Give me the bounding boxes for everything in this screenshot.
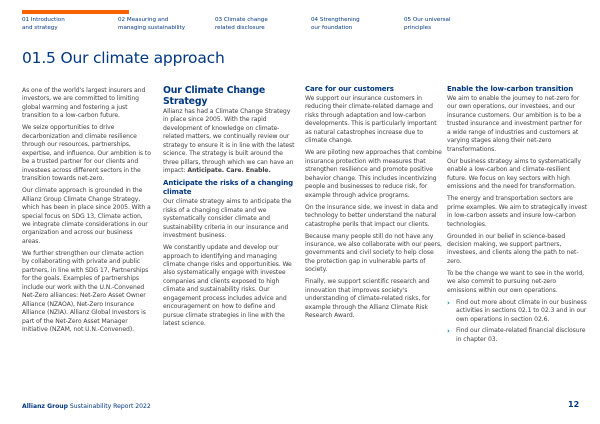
nav-tab-line2: our foundation	[311, 25, 353, 31]
paragraph: To be the change we want to see in the world, we also commit to pursuing net-zero emissions within our own operations.	[447, 269, 584, 294]
footer-brand: Allianz Group	[22, 403, 68, 410]
nav-tab-line2: related disclosure	[215, 25, 265, 31]
paragraph: Because many people still do not have any insurance, we also collaborate with our peers, governments and civil society to help close the protection gap in vulnerable parts of society.	[305, 232, 442, 274]
nav-tab-line1: 03 Climate change	[215, 17, 268, 23]
paragraph: We constantly update and develop our approach to identifying and managing climate change risks and opportunities. We also systematically engage with investee companies and clients exposed to high climate and sustainability risks. Our engagement process includes advice and encouragement on how to define and pursue climate strategies in line with the latest science.	[163, 244, 292, 328]
paragraph: Grounded in our belief in science-based decision making, we support partners, investees, and clients along the path to net-zero.	[447, 232, 579, 265]
nav-tab-line1: 04 Strengthening	[311, 17, 360, 23]
footer	[22, 403, 151, 410]
link-text: Find our climate-related financial disclosure in chapter 03.	[456, 327, 586, 343]
section-heading: Care for our customers	[305, 85, 394, 93]
section-heading: Enable the low-carbon transition	[447, 85, 574, 93]
paragraph: Our climate strategy aims to anticipate the risks of a changing climate and we systematically consider climate and sustainability criteria in our insurance and investment business.	[163, 198, 292, 240]
link-financial-disclosure[interactable]	[447, 327, 587, 344]
paragraph: On the insurance side, we invest in data and technology to better understand the natural catastrophe perils that impact our clients.	[305, 203, 438, 228]
paragraph	[163, 108, 296, 176]
active-tab-indicator	[22, 10, 129, 14]
nav-tab-line2: principles	[404, 25, 432, 31]
footer-report-title: Sustainability Report 2022	[68, 403, 151, 410]
strategy-intro: Allianz has had a Climate Change Strategy in place since 2005. With the rapid development of knowledge on climate-related matters, we continually review our strategy to ensure it is in line with the latest science. The strategy is built around the three pillars, through which we can have an impact:	[163, 108, 295, 175]
paragraph: The energy and transportation sectors are prime examples. We aim to strategically invest in low-carbon assets and insure low-carbon technologies.	[447, 195, 587, 228]
pillars-text: Anticipate. Care. Enable.	[187, 167, 271, 175]
paragraph: We are piloting new approaches that combine insurance protection with measures that strengthen resilience and promote positive behavior change. This includes incentivizing people and businesses to reduce risk, for example through advice programs.	[305, 149, 442, 199]
strategy-column	[163, 85, 296, 332]
page-number: 12	[568, 400, 580, 409]
section-heading: Our Climate Change Strategy	[163, 85, 266, 107]
link-text: Find out more about climate in our business activities in sections 02.1 to 02.3 and in our own operations in section 02.6.	[456, 298, 587, 323]
paragraph: We aim to enable the journey to net-zero for our own operations, our investees, and our insurance customers. Our ambition is to be a trusted insurance and investment partner for a wide range of industries and customers at varying stages along their net-zero transformations.	[447, 95, 582, 153]
paragraph: Finally, we support scientific research and innovation that improves society's understanding of climate-related risks, for example through the Allianz Climate Risk Research Award.	[305, 278, 431, 320]
paragraph: Our climate approach is grounded in the Allianz Group Climate Change Strategy, which has been in place since 2005. With a special focus on SDG 13, Climate action, we integrate climate considerations in our organization and across our business areas.	[22, 187, 151, 245]
intro-column	[22, 87, 152, 338]
nav-tab-principles[interactable]	[404, 10, 499, 32]
paragraph: We further strengthen our climate action by collaborating with private and public partners, in line with SDG 17, Partnerships for the goals. Examples of partnerships include our work with the U.N.-Convened Net-Zero alliances: Net-Zero Asset Owner Alliance (NZAOA), Net-Zero Insurance Alliance (NZIA). Allianz Global Investors is part of the Net-Zero Asset Manager Initiative (NZAM, not U.N.-Convened).	[22, 249, 149, 334]
nav-tab-measuring[interactable]	[118, 10, 213, 32]
link-climate-business[interactable]	[447, 299, 587, 324]
nav-tab-introduction[interactable]	[22, 10, 117, 32]
paragraph: As one of the world's largest insurers and investors, we are committed to limiting global warming and fostering a just transition to a low-carbon future.	[22, 87, 146, 120]
chevron-right-icon: ›	[447, 327, 450, 336]
page-title: 01.5 Our climate approach	[22, 49, 225, 67]
nav-tab-line2: and strategy	[22, 25, 58, 31]
paragraph: We seize opportunities to drive decarbonization and climate resilience through our resources, partnerships, expertise, and influence. Our ambition is to be a trusted partner for our clients and investees across different sectors in the transition towards net-zero.	[22, 124, 151, 183]
paragraph: We support our insurance customers in reducing their climate-related damage and risks through adaptation and low-carbon developments. This is particularly important as natural catastrophes increase due to climate change.	[305, 95, 437, 145]
chapter-navigation	[22, 10, 592, 40]
paragraph: Our business strategy aims to systematically enable a low-carbon and climate-resilient future. We focus on key sectors with high emissions and the need for transformation.	[447, 157, 581, 191]
nav-tab-line1: 01 Introduction	[22, 17, 65, 23]
nav-tab-line1: 02 Measuring and	[118, 17, 169, 23]
nav-tab-climate-disclosure[interactable]	[215, 10, 310, 32]
nav-tab-line1: 05 Our universal	[404, 17, 451, 23]
nav-tab-strengthening[interactable]	[311, 10, 406, 32]
enable-column	[447, 85, 587, 347]
subsection-heading: Anticipate the risks of a changing climate	[163, 179, 294, 197]
nav-tab-line2: managing sustainability	[118, 25, 186, 31]
care-column	[305, 85, 443, 324]
chevron-right-icon: ›	[447, 298, 450, 307]
